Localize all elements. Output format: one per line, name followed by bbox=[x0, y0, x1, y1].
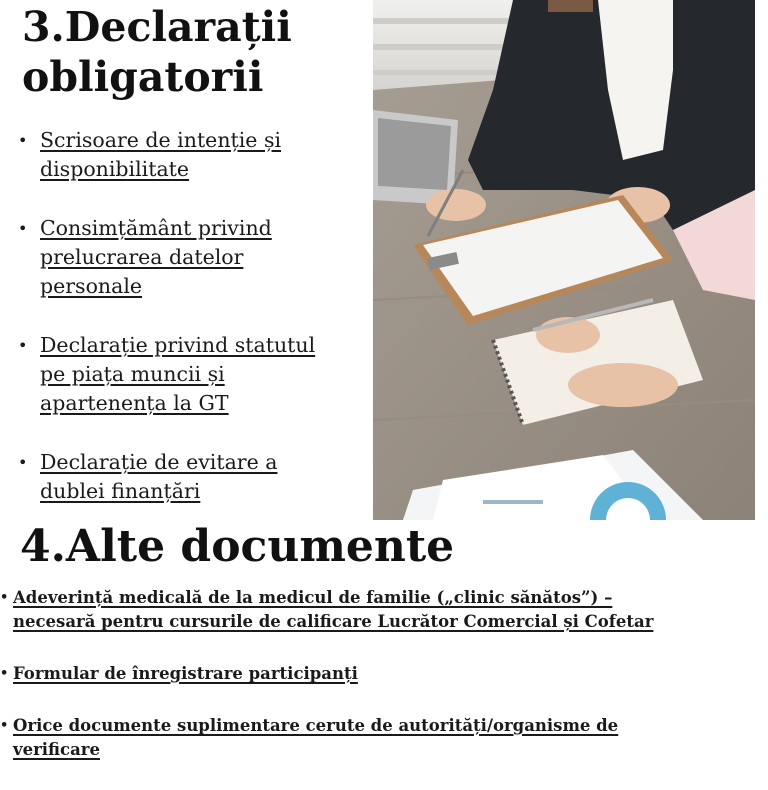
list-item-line: disponibilitate bbox=[40, 157, 190, 181]
list-item-line: Adeverință medicală de la medicul de familie („clinic sănătos”) – bbox=[13, 588, 613, 607]
list-item-line: pe piața muncii și bbox=[40, 362, 225, 386]
list-item-line: Orice documente suplimentare cerute de autorități/organisme de bbox=[13, 716, 619, 735]
bullet-icon: • bbox=[0, 718, 9, 733]
list-item-line: apartenența la GT bbox=[40, 391, 229, 415]
list-item-line: Formular de înregistrare participanți bbox=[13, 664, 358, 683]
list-item bbox=[14, 126, 374, 184]
list-item bbox=[0, 586, 768, 634]
list-item-line: Scrisoare de intenție și bbox=[40, 128, 282, 152]
list-item-line: personale bbox=[40, 274, 143, 298]
section3-title bbox=[22, 2, 372, 102]
list-item-line: verificare bbox=[13, 740, 100, 759]
bullet-icon: • bbox=[0, 590, 9, 605]
list-item bbox=[14, 331, 374, 418]
bullet-icon: • bbox=[18, 336, 28, 355]
section4-title: 4.Alte documente bbox=[20, 521, 455, 572]
section3-title-line: obligatorii bbox=[22, 53, 264, 101]
list-item bbox=[14, 448, 374, 506]
list-item-line: prelucrarea datelor bbox=[40, 245, 244, 269]
office-meeting-photo bbox=[373, 0, 755, 520]
section3-list bbox=[14, 126, 374, 536]
bullet-icon: • bbox=[0, 666, 9, 681]
list-item bbox=[0, 714, 768, 762]
list-item-line: Declarație de evitare a bbox=[40, 450, 278, 474]
bullet-icon: • bbox=[18, 219, 28, 238]
bullet-icon: • bbox=[18, 453, 28, 472]
list-item bbox=[14, 214, 374, 301]
section3-title-line: 3.Declarații bbox=[22, 3, 292, 51]
list-item-line: Declarație privind statutul bbox=[40, 333, 316, 357]
list-item-line: necesară pentru cursurile de calificare Lucrător Comercial și Cofetar bbox=[13, 612, 654, 631]
list-item-line: Consimțământ privind bbox=[40, 216, 272, 240]
photo-illustration bbox=[373, 0, 755, 520]
section4-list bbox=[0, 586, 768, 790]
list-item bbox=[0, 662, 768, 686]
list-item-line: dublei finanțări bbox=[40, 479, 201, 503]
bullet-icon: • bbox=[18, 131, 28, 150]
